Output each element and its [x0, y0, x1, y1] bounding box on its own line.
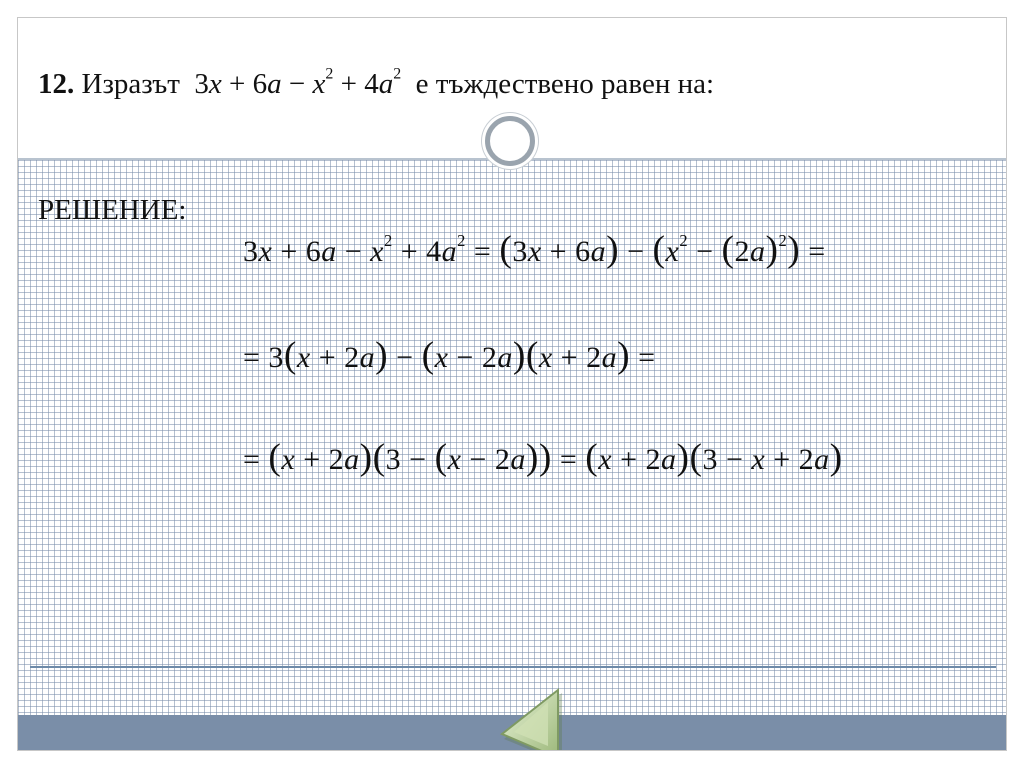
- circle-ornament-icon: [485, 116, 535, 166]
- problem-intro: Изразът: [81, 68, 180, 100]
- bottom-rule: [30, 666, 996, 668]
- solution-line-2: = 3(x + 2a) − (x − 2a)(x + 2a) =: [243, 335, 656, 376]
- solution-line-1: $3x + 6a - x^2 + 4a^2 = (3x + 6a) - (x^2 - (2a)^2)$ =: [243, 229, 826, 270]
- problem-tail: е тъждествено равен на:: [415, 68, 715, 100]
- problem-expression: $3x + 6a - x^2 + 4a^2$: [194, 65, 402, 100]
- solution-label: РЕШЕНИЕ:: [38, 194, 187, 226]
- solution-line-3: = (x + 2a)(3 − (x − 2a)) = (x + 2a)(3 − x + 2a): [243, 437, 843, 478]
- triangle-back-icon[interactable]: [496, 686, 566, 751]
- problem-number: 12.: [38, 68, 75, 100]
- slide: [17, 17, 1007, 751]
- problem-statement: [38, 65, 715, 101]
